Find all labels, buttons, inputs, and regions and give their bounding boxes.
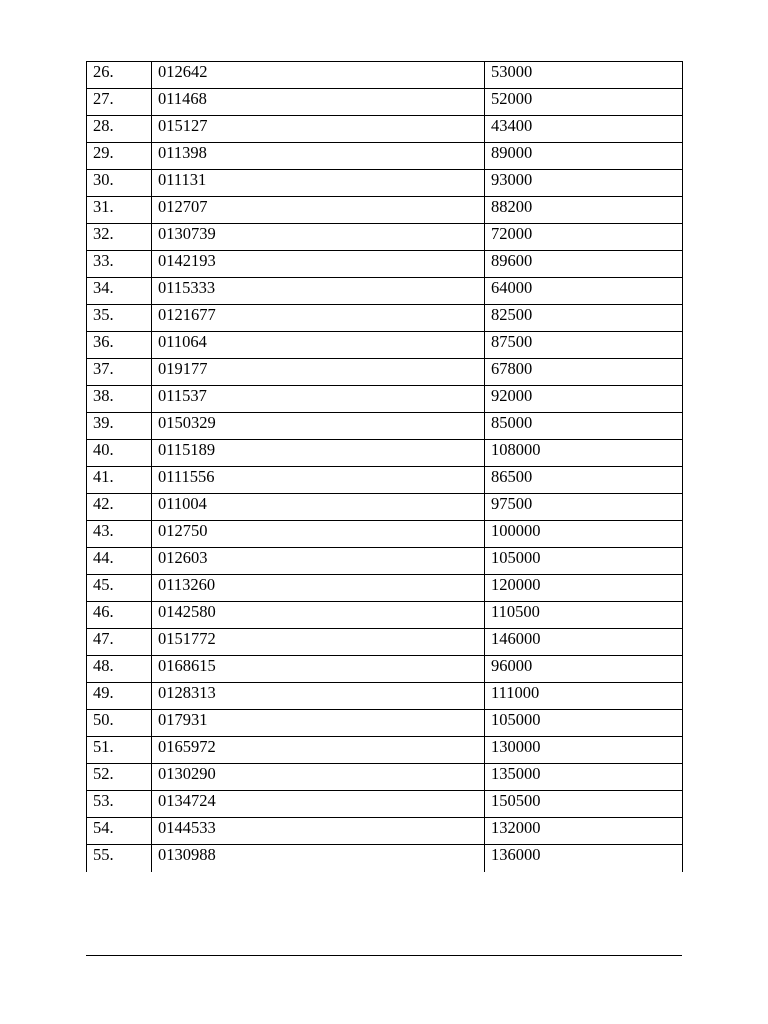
amount-cell: 64000 [485,278,683,305]
code-cell: 0130290 [152,764,485,791]
code-cell: 0130988 [152,845,485,872]
amount-cell: 53000 [485,62,683,89]
code-cell: 012750 [152,521,485,548]
serial-number-cell: 40. [87,440,152,467]
serial-number-cell: 38. [87,386,152,413]
table-row [87,197,683,224]
serial-number-cell: 35. [87,305,152,332]
table-row [87,89,683,116]
serial-number-cell: 51. [87,737,152,764]
serial-number-cell: 33. [87,251,152,278]
serial-number-cell: 49. [87,683,152,710]
serial-number-cell: 31. [87,197,152,224]
code-cell: 015127 [152,116,485,143]
serial-number-cell: 54. [87,818,152,845]
serial-number-cell: 41. [87,467,152,494]
code-cell: 0150329 [152,413,485,440]
serial-number-cell: 43. [87,521,152,548]
amount-cell: 111000 [485,683,683,710]
amount-cell: 120000 [485,575,683,602]
code-cell: 0134724 [152,791,485,818]
code-cell: 0111556 [152,467,485,494]
serial-number-cell: 45. [87,575,152,602]
table-row [87,737,683,764]
amount-cell: 136000 [485,845,683,872]
code-cell: 012603 [152,548,485,575]
amount-cell: 110500 [485,602,683,629]
code-cell: 011131 [152,170,485,197]
serial-number-cell: 32. [87,224,152,251]
serial-number-cell: 46. [87,602,152,629]
amount-cell: 97500 [485,494,683,521]
amount-cell: 67800 [485,359,683,386]
amount-cell: 82500 [485,305,683,332]
table-body [87,62,683,872]
table-row [87,764,683,791]
code-cell: 0165972 [152,737,485,764]
code-cell: 0142193 [152,251,485,278]
table-row [87,791,683,818]
amount-cell: 135000 [485,764,683,791]
table-row [87,629,683,656]
serial-number-cell: 26. [87,62,152,89]
table-row [87,710,683,737]
amount-cell: 52000 [485,89,683,116]
data-table [86,61,683,872]
serial-number-cell: 53. [87,791,152,818]
table-row [87,548,683,575]
table-row [87,305,683,332]
code-cell: 0168615 [152,656,485,683]
code-cell: 0142580 [152,602,485,629]
table-row [87,170,683,197]
table-row [87,386,683,413]
amount-cell: 132000 [485,818,683,845]
amount-cell: 105000 [485,548,683,575]
code-cell: 017931 [152,710,485,737]
code-cell: 012642 [152,62,485,89]
serial-number-cell: 50. [87,710,152,737]
code-cell: 011064 [152,332,485,359]
table-row [87,683,683,710]
table-row [87,656,683,683]
amount-cell: 89600 [485,251,683,278]
table-row [87,278,683,305]
table-row [87,494,683,521]
amount-cell: 92000 [485,386,683,413]
serial-number-cell: 44. [87,548,152,575]
serial-number-cell: 27. [87,89,152,116]
table-row [87,440,683,467]
table-row [87,602,683,629]
amount-cell: 85000 [485,413,683,440]
amount-cell: 86500 [485,467,683,494]
serial-number-cell: 28. [87,116,152,143]
amount-cell: 150500 [485,791,683,818]
serial-number-cell: 48. [87,656,152,683]
code-cell: 011004 [152,494,485,521]
amount-cell: 88200 [485,197,683,224]
serial-number-cell: 55. [87,845,152,872]
code-cell: 0151772 [152,629,485,656]
footer-divider [86,955,682,956]
amount-cell: 146000 [485,629,683,656]
table-row [87,575,683,602]
serial-number-cell: 30. [87,170,152,197]
code-cell: 0113260 [152,575,485,602]
table-row [87,143,683,170]
code-cell: 011398 [152,143,485,170]
serial-number-cell: 42. [87,494,152,521]
table-row [87,224,683,251]
table-row [87,332,683,359]
table-row [87,116,683,143]
serial-number-cell: 29. [87,143,152,170]
table-row [87,62,683,89]
code-cell: 012707 [152,197,485,224]
amount-cell: 105000 [485,710,683,737]
table-row [87,521,683,548]
serial-number-cell: 36. [87,332,152,359]
serial-number-cell: 34. [87,278,152,305]
table-row [87,251,683,278]
code-cell: 0144533 [152,818,485,845]
code-cell: 019177 [152,359,485,386]
amount-cell: 108000 [485,440,683,467]
amount-cell: 130000 [485,737,683,764]
amount-cell: 87500 [485,332,683,359]
amount-cell: 72000 [485,224,683,251]
table-row [87,467,683,494]
amount-cell: 43400 [485,116,683,143]
amount-cell: 96000 [485,656,683,683]
serial-number-cell: 39. [87,413,152,440]
table-row [87,845,683,872]
code-cell: 0115333 [152,278,485,305]
table-row [87,818,683,845]
serial-number-cell: 52. [87,764,152,791]
serial-number-cell: 37. [87,359,152,386]
table-row [87,359,683,386]
amount-cell: 100000 [485,521,683,548]
amount-cell: 93000 [485,170,683,197]
serial-number-cell: 47. [87,629,152,656]
table-row [87,413,683,440]
code-cell: 0121677 [152,305,485,332]
amount-cell: 89000 [485,143,683,170]
code-cell: 0115189 [152,440,485,467]
code-cell: 011537 [152,386,485,413]
code-cell: 011468 [152,89,485,116]
code-cell: 0130739 [152,224,485,251]
code-cell: 0128313 [152,683,485,710]
